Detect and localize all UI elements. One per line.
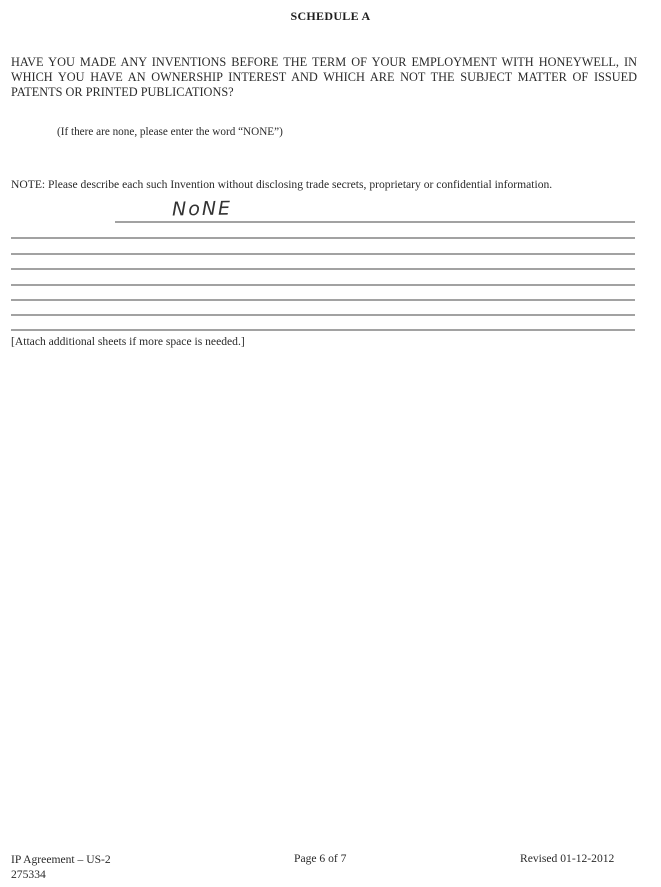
footer-left [11,852,111,882]
footer-page-number: Page 6 of 7 [294,852,347,865]
handwritten-answer: NoNE [171,197,233,221]
schedule-title: SCHEDULE A [290,9,371,23]
footer-revised-date: Revised 01-12-2012 [520,852,615,865]
footer-doc-number: 275334 [11,868,46,881]
description-note: NOTE: Please describe each such Invention without disclosing trade secrets, proprietary or confidential information. [11,178,553,191]
footer-agreement: IP Agreement – US-2 [11,853,111,866]
attach-note: [Attach additional sheets if more space is needed.] [11,335,245,348]
none-instruction: (If there are none, please enter the word “NONE”) [57,126,283,138]
invention-question: HAVE YOU MADE ANY INVENTIONS BEFORE THE TERM OF YOUR EMPLOYMENT WITH HONEYWELL, IN WHICH YOU HAVE AN OWNERSHIP INTEREST AND WHICH ARE NOT THE SUBJECT MATTER OF ISSUED PATENTS OR PRINTED PUBLICATIONS? [11,55,637,99]
